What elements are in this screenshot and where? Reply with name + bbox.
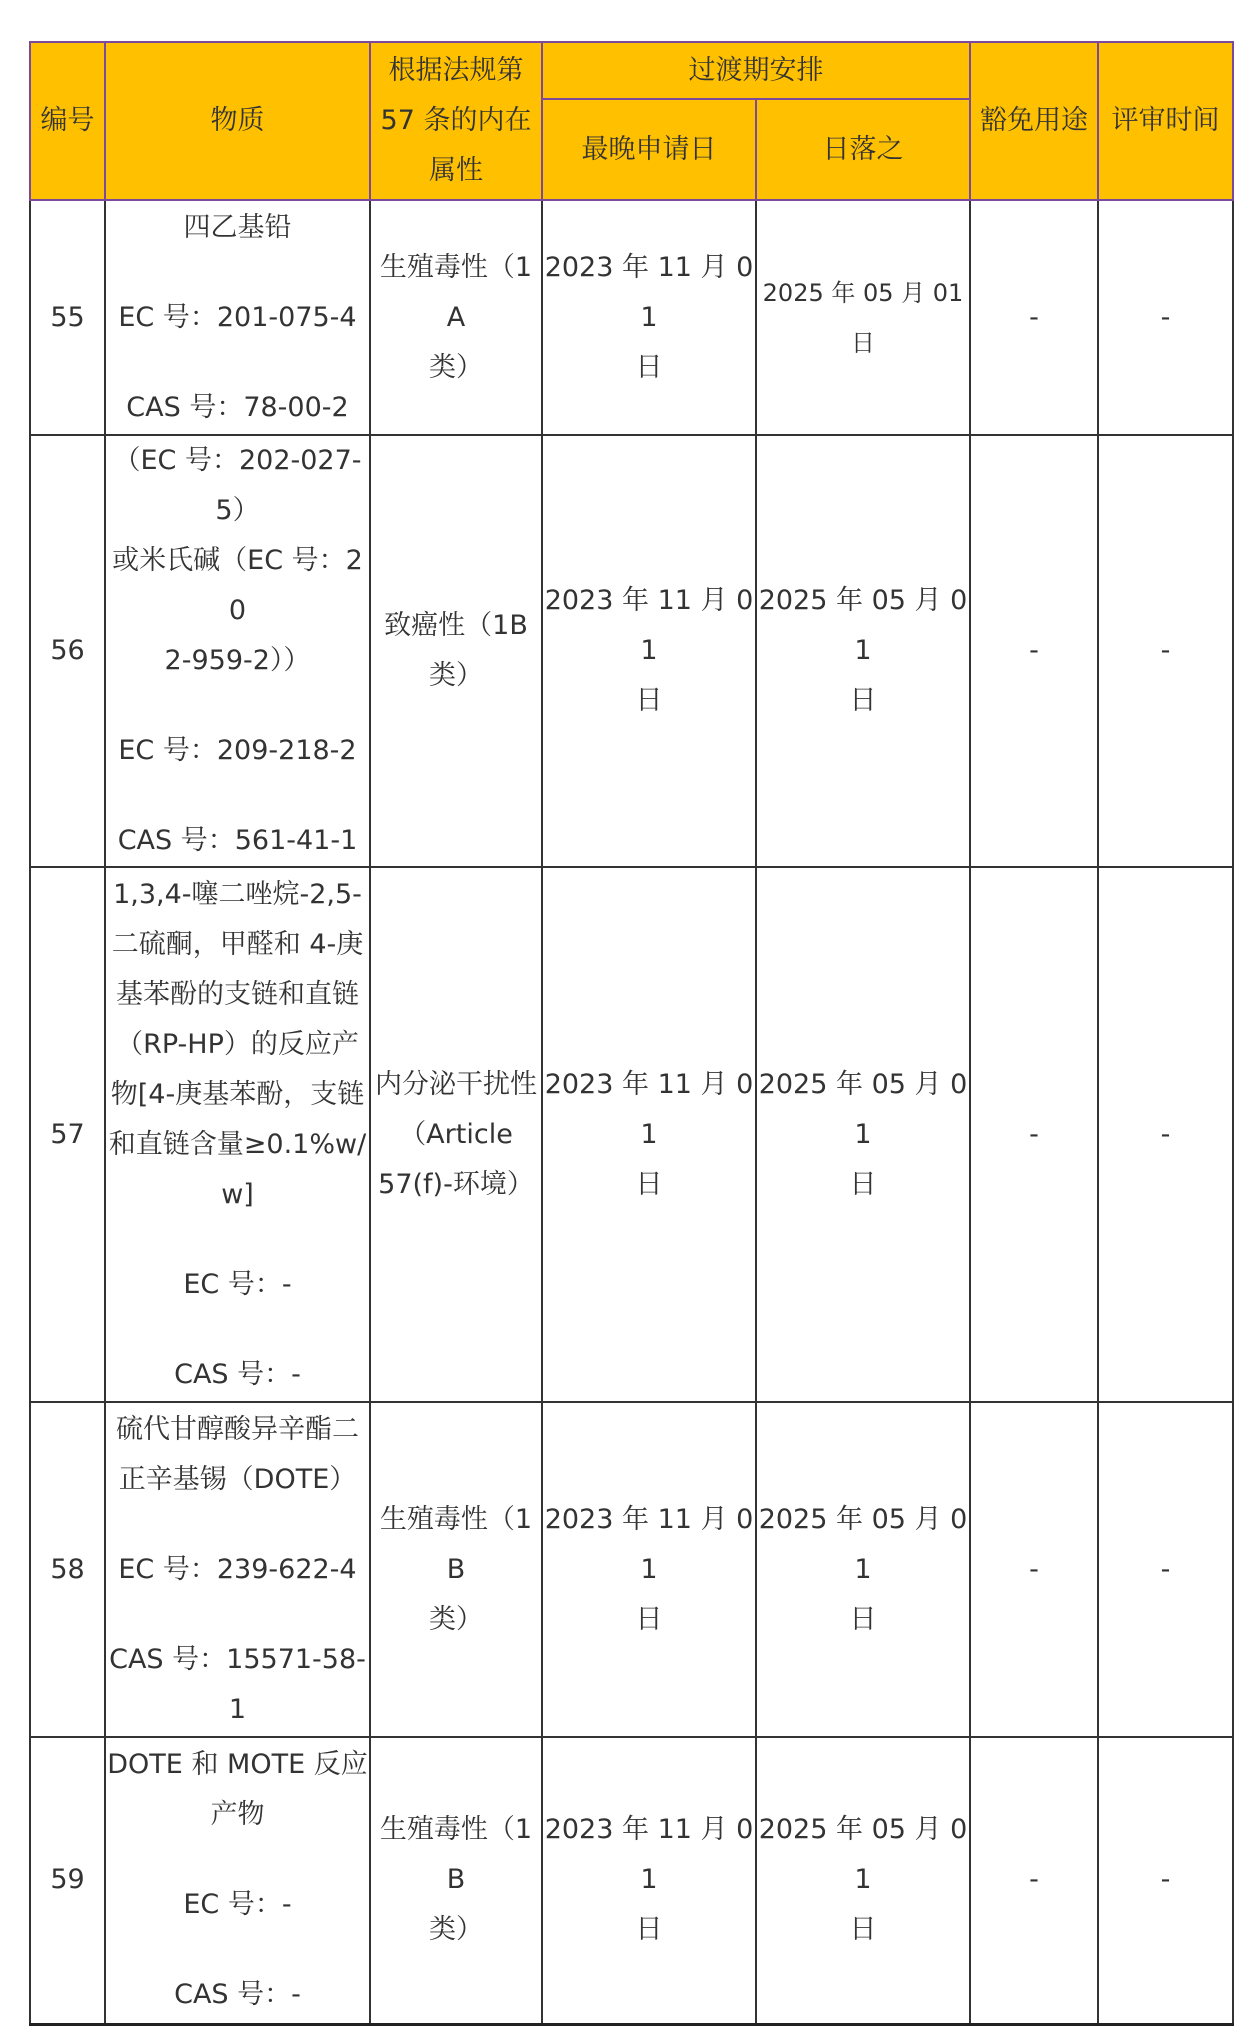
- substance-table: [29, 41, 1234, 2026]
- header-substance: 物质: [105, 42, 370, 200]
- row-number: 55: [30, 200, 105, 435]
- table-row: [30, 1402, 1233, 1737]
- row-exempted-uses: -: [970, 867, 1098, 1402]
- row-substance: DOTE 和 MOTE 反应 产物 EC 号：- CAS 号：-: [105, 1737, 370, 2024]
- row-exempted-uses: -: [970, 1737, 1098, 2024]
- table-row: [30, 867, 1233, 1402]
- row-number: 56: [30, 435, 105, 867]
- header-sunset: 日落之: [756, 99, 970, 200]
- row-latest-application: 2023 年 11 月 01 日: [542, 1737, 756, 2024]
- substance-table-container: [29, 41, 1232, 2026]
- row-number: 58: [30, 1402, 105, 1737]
- row-substance: 1,3,4-噻二唑烷-2,5- 二硫酮，甲醛和 4-庚 基苯酚的支链和直链 （RP-HP）的反应产 物[4-庚基苯酚，支链 和直链含量≥0.1%w/ w] EC 号：- CAS 号：-: [105, 867, 370, 1402]
- table-row: [30, 435, 1233, 867]
- table-row: [30, 1737, 1233, 2024]
- row-sunset: 2025 年 05 月 01 日: [756, 1402, 970, 1737]
- row-sunset: 2025 年 05 月 01 日: [756, 200, 970, 435]
- row-sunset: 2025 年 05 月 01 日: [756, 867, 970, 1402]
- header-exempted-uses: 豁免用途: [970, 42, 1098, 200]
- row-number: 57: [30, 867, 105, 1402]
- row-latest-application: 2023 年 11 月 01 日: [542, 200, 756, 435]
- row-latest-application: 2023 年 11 月 01 日: [542, 435, 756, 867]
- row-substance: 四乙基铅 EC 号：201-075-4 CAS 号：78-00-2: [105, 200, 370, 435]
- header-number: 编号: [30, 42, 105, 200]
- row-property: 生殖毒性（1B 类）: [370, 1402, 542, 1737]
- header-transition: 过渡期安排: [542, 42, 970, 99]
- row-property: 生殖毒性（1A 类）: [370, 200, 542, 435]
- row-review-period: -: [1098, 1737, 1233, 2024]
- row-exempted-uses: -: [970, 200, 1098, 435]
- row-property: 内分泌干扰性 （Article 57(f)-环境）: [370, 867, 542, 1402]
- row-sunset: 2025 年 05 月 01 日: [756, 1737, 970, 2024]
- row-latest-application: 2023 年 11 月 01 日: [542, 867, 756, 1402]
- row-sunset: 2025 年 05 月 01 日: [756, 435, 970, 867]
- table-header: [30, 42, 1233, 200]
- row-exempted-uses: -: [970, 1402, 1098, 1737]
- header-review-period: 评审时间: [1098, 42, 1233, 200]
- table-body: [30, 200, 1233, 2024]
- row-exempted-uses: -: [970, 435, 1098, 867]
- row-substance: （EC 号：202-027-5） 或米氏碱（EC 号：20 2-959-2）） EC 号：209-218-2 CAS 号：561-41-1: [105, 435, 370, 867]
- row-latest-application: 2023 年 11 月 01 日: [542, 1402, 756, 1737]
- row-number: 59: [30, 1737, 105, 2024]
- row-review-period: -: [1098, 435, 1233, 867]
- row-substance: 硫代甘醇酸异辛酯二 正辛基锡（DOTE） EC 号：239-622-4 CAS 号：15571-58- 1: [105, 1402, 370, 1737]
- row-property: 生殖毒性（1B 类）: [370, 1737, 542, 2024]
- header-latest-application: 最晚申请日: [542, 99, 756, 200]
- row-review-period: -: [1098, 200, 1233, 435]
- row-review-period: -: [1098, 1402, 1233, 1737]
- table-row: [30, 200, 1233, 435]
- row-property: 致癌性（1B 类）: [370, 435, 542, 867]
- header-property: 根据法规第 57 条的内在 属性: [370, 42, 542, 200]
- row-review-period: -: [1098, 867, 1233, 1402]
